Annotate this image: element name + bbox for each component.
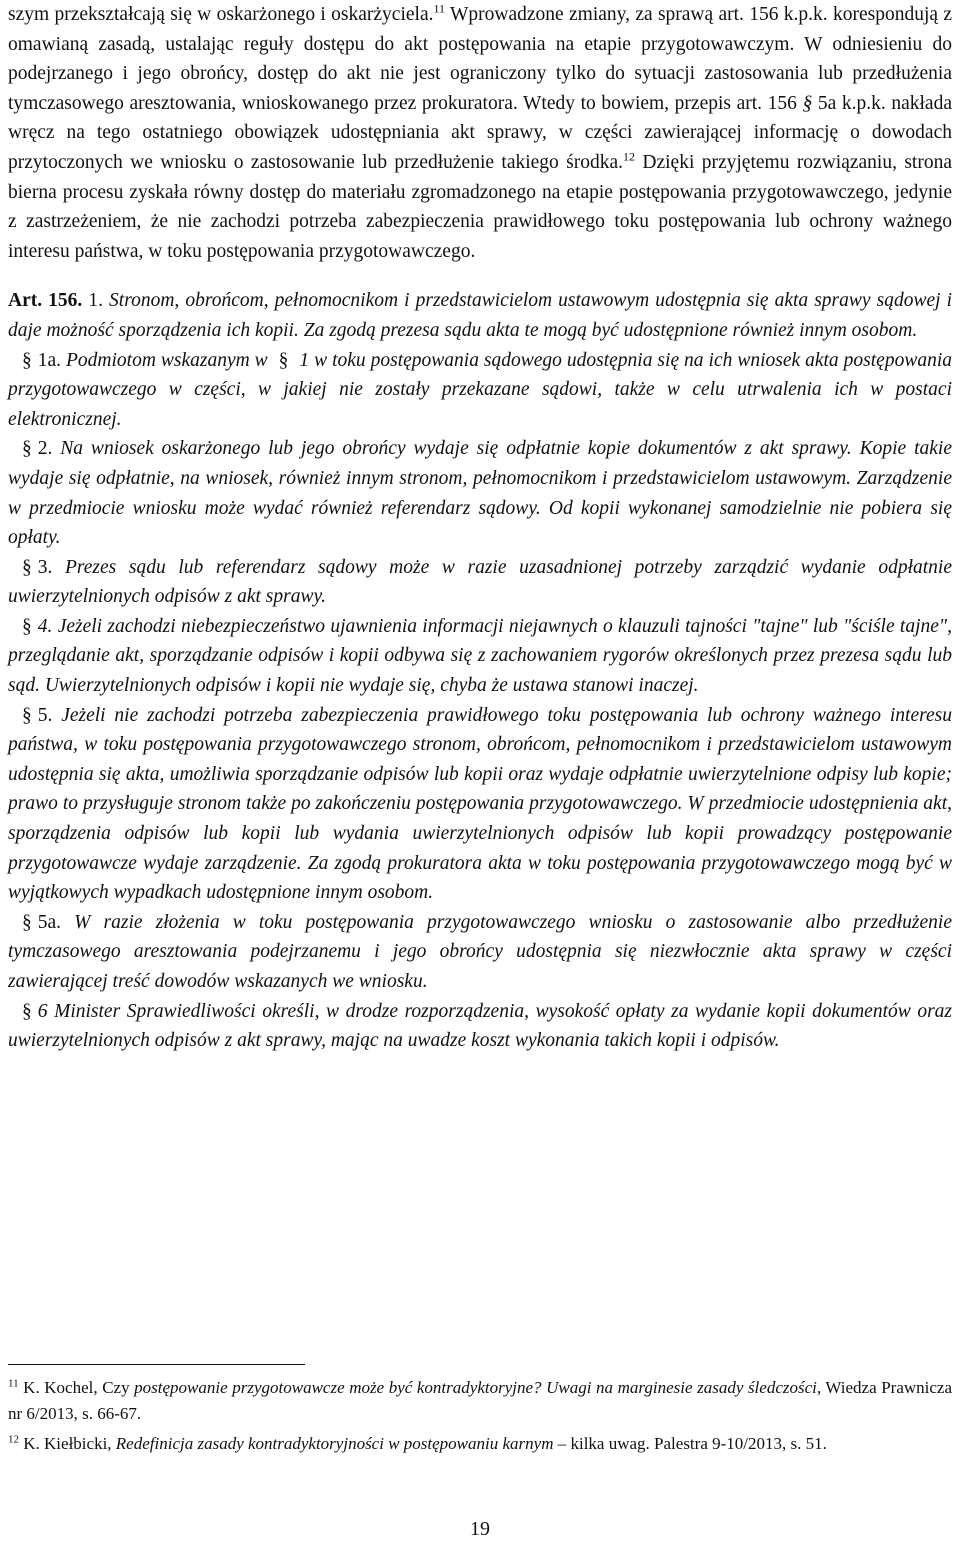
footnote-ref-11[interactable]: 11 [433,1,446,16]
section-symbol: § [22,438,32,460]
section-number: 1a. [37,349,62,371]
document-page [8,0,952,1056]
section-text: Jeżeli nie zachodzi potrzeba zabezpieczenia prawidłowego toku postępowania lub ochrony ważnego interesu państwa, w toku postępowania przygotowawczego stronom, obrońcom, pełnomocnikom i przedstawicielom ustawowym udostępnia się akta, umożliwia sporządzanie odpisów lub kopii oraz wydaje odpłatnie uwierzytelnione odpisy lub kopie; prawo to przysługuje stronom także po zakończeniu postępowania przygotowawczego. W przedmiocie udostępnienia akt, sporządzenia odpisów lub kopii lub wydania uwierzytelnionych odpisów lub kopii prowadzący postępowanie przygotowawcze wydaje zarządzenie. Za zgodą prokuratora akta w toku postępowania przygotowawczego mogą być w wyjątkowych wypadkach udostępnione innym osobom. [8,704,952,904]
section-text: Jeżeli zachodzi niebezpieczeństwo ujawnienia informacji niejawnych o klauzuli tajności "tajne" lub "ściśle tajne", przeglądanie akt, sporządzanie odpisów i kopii odbywa się z zachowaniem rygorów określonych przez prezesa sądu lub sąd. Uwierzytelnionych odpisów i kopii nie wydaje się, chyba że ustawa stanowi inaczej. [8,615,952,697]
body-text: Dzięki przyjętemu rozwiązaniu, strona bierna procesu zyskała równy dostęp do materiału zgromadzonego na etapie postępowania przygotowawczego, jedynie z zastrzeżeniem, że nie zachodzi potrzeba zabezpieczenia prawidłowego toku postępowania lub ochrony ważnego interesu państwa, w toku postępowania przygotowawczego. [8,151,952,262]
article-156-paragraph-2 [8,434,952,552]
section-number: 5. [37,704,53,726]
section-symbol: § [22,1000,32,1022]
footnote-title: Redefinicja zasady kontradyktoryjności w postępowaniu karnym [115,1434,554,1453]
section-number: 5a. [37,911,62,933]
footnote-ref-12[interactable]: 12 [623,149,636,164]
section-symbol: § [22,615,32,637]
article-156-paragraph-3 [8,553,952,612]
section-number: 1. [82,290,103,312]
article-156-paragraph-4 [8,612,952,701]
article-156-paragraph-5a [8,908,952,997]
footnote-separator [8,1364,305,1365]
section-text: W razie złożenia w toku postępowania przygotowawczego wniosku o zastosowanie albo przedłużenie tymczasowego aresztowania podejrzanemu i jego obrońcy udostępnia się niezwłocznie akta sprawy w części zawierającej treść dowodów wskazanych we wniosku. [8,911,952,992]
section-symbol: § [278,349,289,371]
section-text: Prezes sądu lub referendarz sądowy może w razie uzasadnionej potrzeby zarządzić wydanie odpłatnie uwierzytelnionych odpisów z akt sprawy. [8,556,952,608]
footnotes [8,1375,952,1461]
footnote-author: K. Kiełbicki, [19,1434,116,1453]
footnote-11 [8,1375,952,1427]
footnote-source: , Wiedza Prawnicza nr 6/2013, s. 66-67. [8,1378,952,1423]
section-text: 1 w toku postępowania sądowego udostępnia się na ich wniosek akta postępowania przygotowawczego w części, w jakiej nie zostały przekazane sądowi, także w celu utrwalenia ich w postaci elektronicznej. [8,349,952,430]
body-text: Wprowadzone zmiany, za sprawą art. 156 k.p.k. korespondują z omawianą zasadą, ustalając reguły dostępu do akt postępowania na etapie przygotowawczym. W odniesieniu do podejrzanego i jego obrońcy, dostęp do akt nie jest ograniczony tylko do sytuacji zastosowania lub przedłużenia tymczasowego aresztowania, wnioskowanego przez prokuratora. Wtedy to bowiem, przepis art. 156 [8,4,953,114]
section-symbol: § [22,349,32,371]
article-156-paragraph-1a [8,346,952,435]
footnote-source: – kilka uwag. Palestra 9-10/2013, s. 51. [553,1434,827,1453]
section-text: Podmiotom wskazanym w [61,349,273,371]
section-text: Na wniosek oskarżonego lub jego obrońcy wydaje się odpłatnie kopie dokumentów z akt sprawy. Kopie takie wydaje się odpłatnie, na wniosek, również innym stronom, pełnomocnikom i przedstawicielom ustawowym. Zarządzenie w przedmiocie wniosku może wydać również referendarz sądowy. Od kopii wykonanej samodzielnie nie pobiera się opłaty. [8,438,952,549]
article-156-paragraph-5 [8,701,952,908]
article-156-paragraph-6 [8,997,952,1056]
section-text: Stronom, obrońcom, pełnomocnikom i przedstawicielom ustawowym udostępnia się akta sprawy sądowej i daje możność sporządzenia ich kopii. Za zgodą prezesa sądu akta te mogą być udostępnione również innym osobom. [8,290,953,341]
section-symbol: § [22,911,32,933]
section-number: 2. [37,438,53,460]
body-paragraph [8,0,952,266]
article-156-paragraph-1 [8,286,952,345]
body-text: 5a k.p.k. nakłada wręcz na tego ostatniego obowiązek udostępniania akt sprawy, w części zawierającej informację o dowodach przytoczonych we wniosku o zastosowanie lub przedłużenie takiego środka. [8,92,952,173]
section-number: 3. [37,556,53,578]
article-heading: Art. 156. [8,290,83,312]
section-symbol: § [22,556,32,578]
section-symbol: § [802,92,813,114]
footnote-author: K. Kochel, Czy [18,1378,135,1397]
footnote-number: 11 [8,1377,19,1390]
section-text: 6 Minister Sprawiedliwości określi, w drodze rozporządzenia, wysokość opłaty za wydanie kopii dokumentów oraz uwierzytelnionych odpisów z akt sprawy, mając na uwadze koszt wykonania takich kopii i odpisów. [8,1000,952,1052]
body-text: szym przekształcają się w oskarżonego i oskarżyciela. [8,4,434,25]
footnote-title: postępowanie przygotowawcze może być kontradyktoryjne? Uwagi na marginesie zasady śledczości [134,1378,817,1397]
section-number: 4. [37,615,53,637]
section-symbol: § [22,704,32,726]
page-number: 19 [470,1518,490,1540]
footnote-12 [8,1431,952,1457]
footnote-number: 12 [8,1433,19,1446]
